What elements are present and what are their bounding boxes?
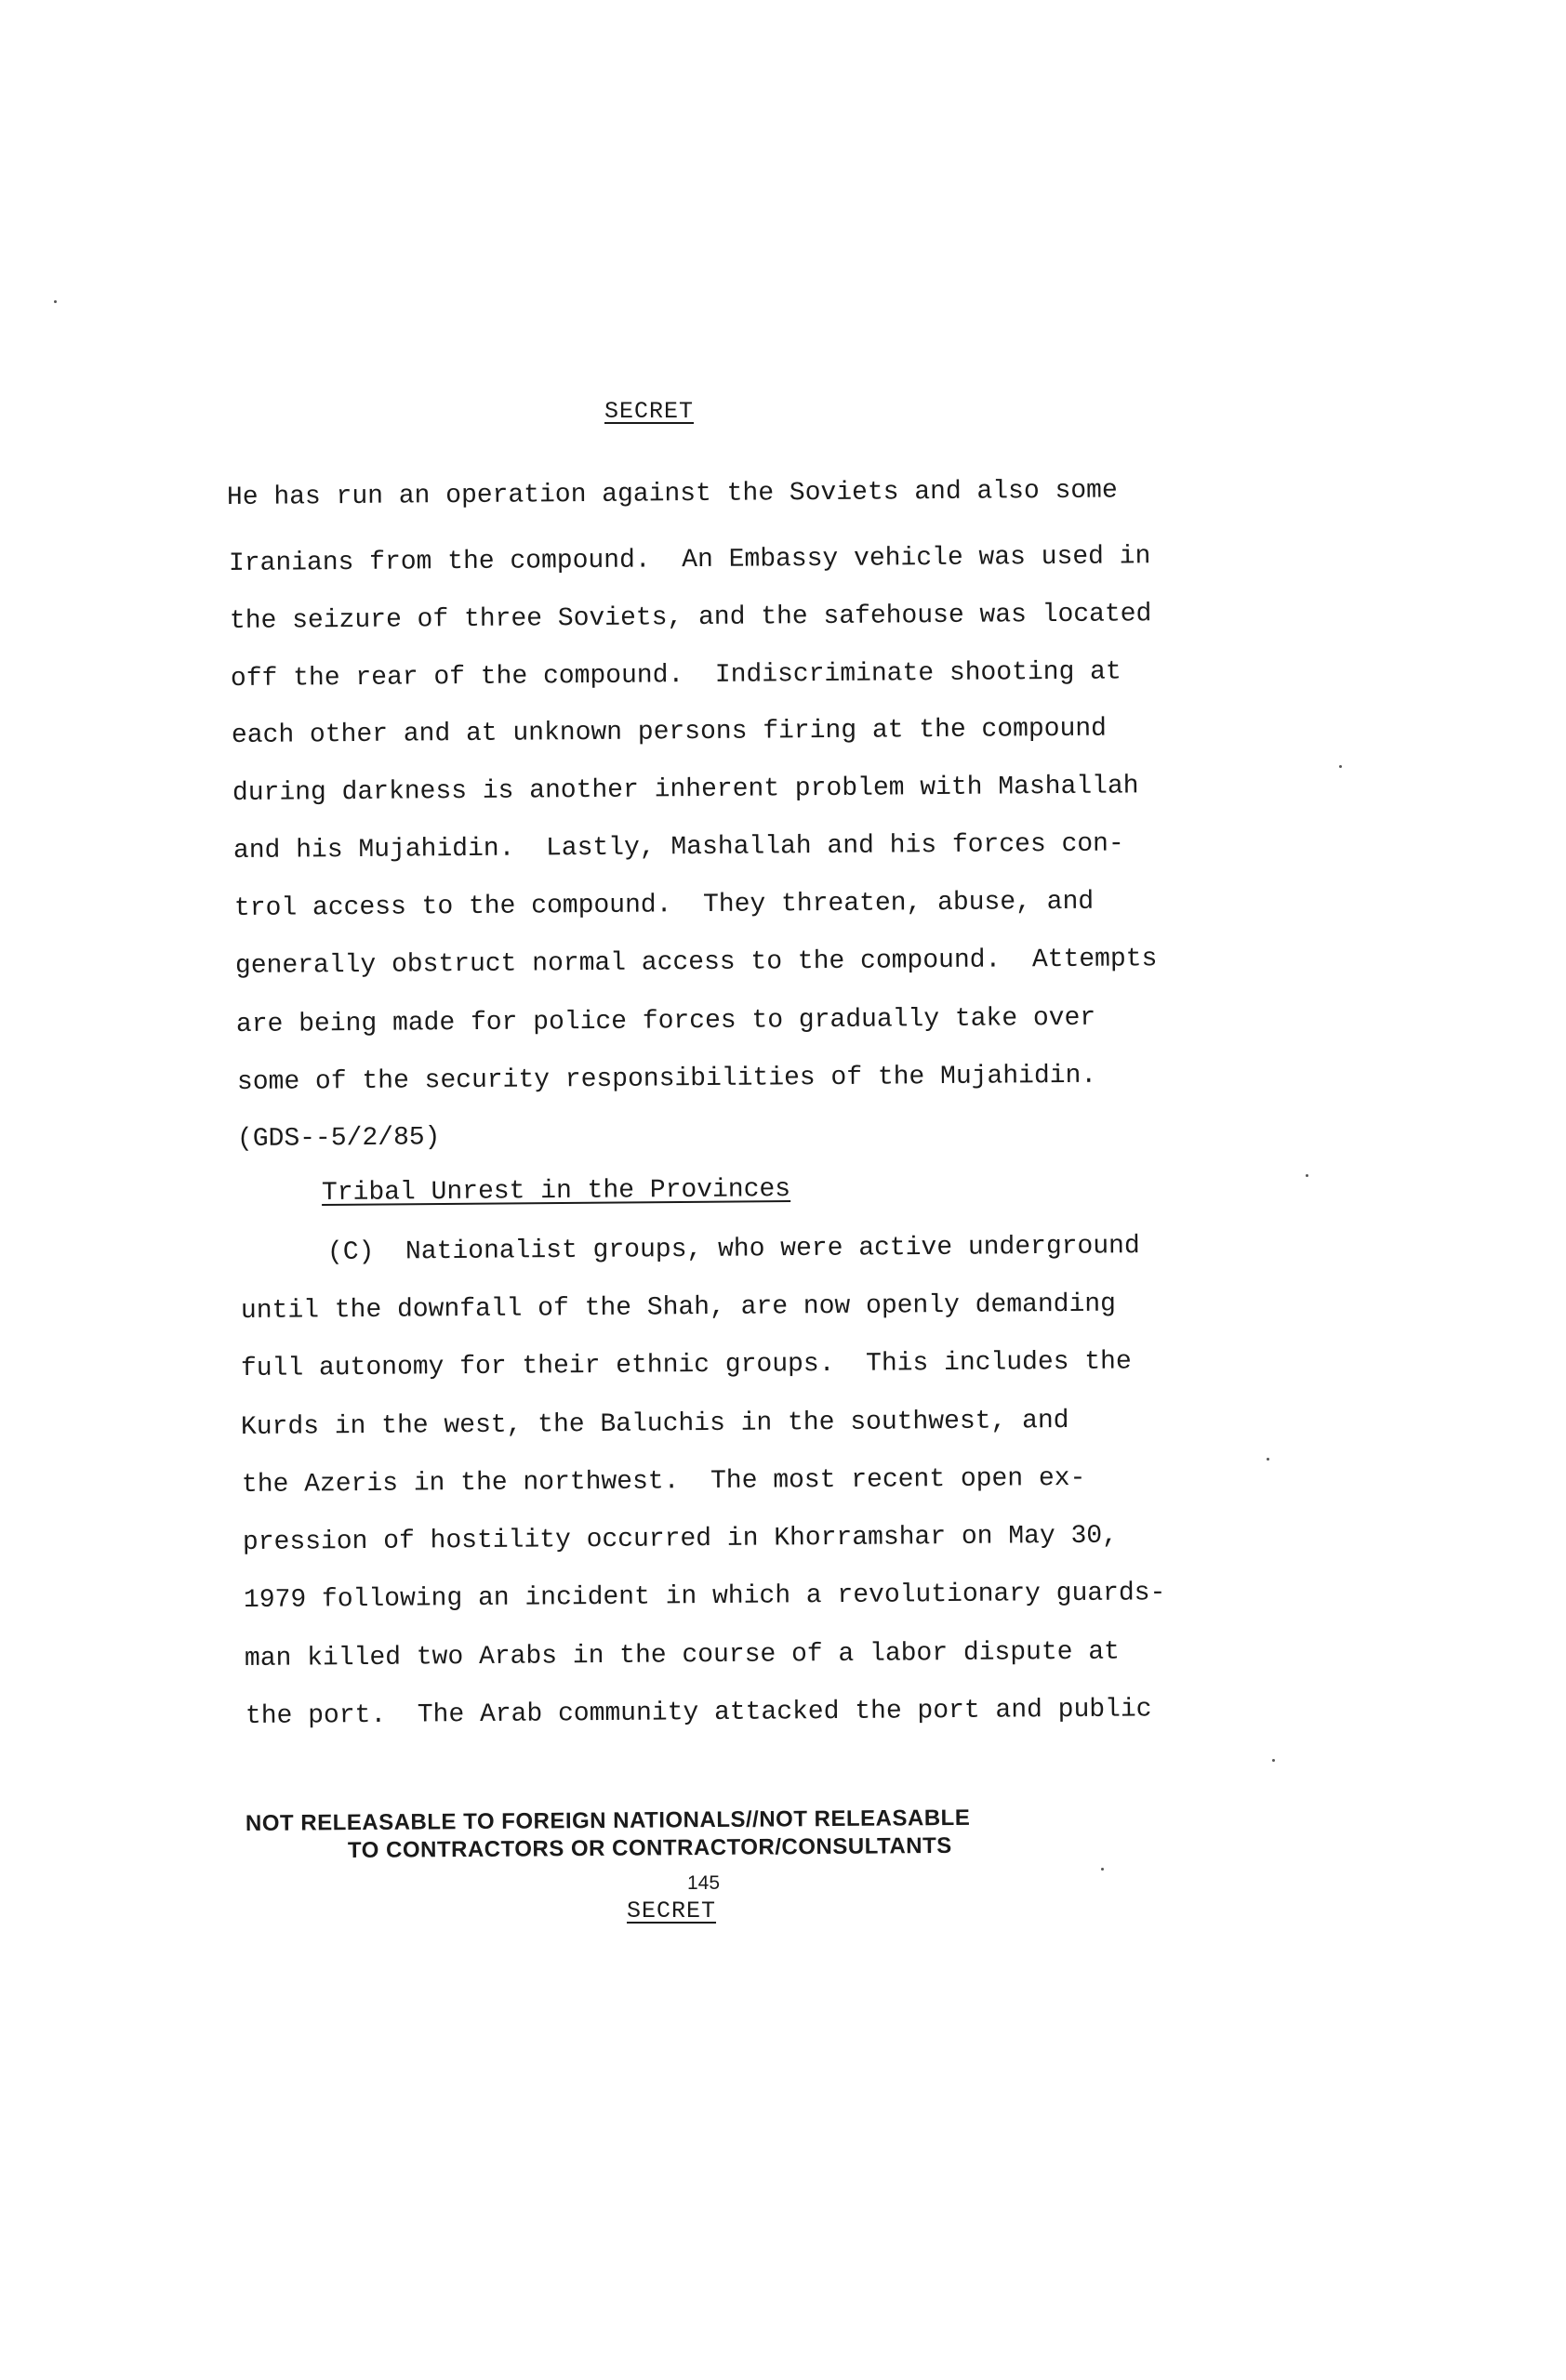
paragraph-2-line-5: the Azeris in the northwest. The most recent open ex-: [241, 1463, 1086, 1500]
paragraph-1-line-11: some of the security responsibilities of the Mujahidin.: [236, 1061, 1097, 1097]
paragraph-2-line-6: pression of hostility occurred in Khorramshar on May 30,: [242, 1521, 1119, 1557]
scan-speck: [1272, 1759, 1275, 1762]
paragraph-1-line-12: (GDS--5/2/85): [236, 1123, 441, 1154]
paragraph-1-line-6: during darkness is another inherent problem with Mashallah: [232, 772, 1139, 808]
paragraph-1-line-4: off the rear of the compound. Indiscriminate shooting at: [230, 657, 1121, 694]
dissemination-warning-line-2: TO CONTRACTORS OR CONTRACTOR/CONSULTANTS: [347, 1832, 952, 1863]
page-number: 145: [687, 1872, 721, 1894]
paragraph-1-line-8: trol access to the compound. They threaten, abuse, and: [233, 887, 1095, 923]
paragraph-1-line-5: each other and at unknown persons firing at the compound: [231, 714, 1108, 750]
paragraph-1-line-3: the seizure of three Soviets, and the safehouse was located: [229, 600, 1152, 636]
scan-speck: [1306, 1174, 1308, 1177]
dissemination-warning-line-1: NOT RELEASABLE TO FOREIGN NATIONALS//NOT RELEASABLE: [245, 1805, 971, 1836]
scan-speck: [54, 300, 57, 303]
paragraph-2-line-8: man killed two Arabs in the course of a labor dispute at: [244, 1637, 1121, 1673]
paragraph-1-line-10: are being made for police forces to gradually take over: [235, 1003, 1096, 1039]
paragraph-2-line-1: (C) Nationalist groups, who were active underground: [326, 1232, 1140, 1267]
scan-speck: [1267, 1458, 1269, 1461]
paragraph-2-line-2: until the downfall of the Shah, are now openly demanding: [240, 1289, 1117, 1326]
section-heading: Tribal Unrest in the Provinces: [321, 1175, 791, 1208]
paragraph-1-line-1: He has run an operation against the Soviets and also some: [226, 476, 1118, 512]
scan-speck: [1339, 765, 1342, 768]
classification-marking-bottom: SECRET: [627, 1897, 717, 1924]
paragraph-1-line-2: Iranians from the compound. An Embassy vehicle was used in: [228, 542, 1151, 578]
classification-marking-top: SECRET: [604, 398, 695, 425]
paragraph-2-line-7: 1979 following an incident in which a revolutionary guards-: [243, 1579, 1166, 1615]
paragraph-1-line-9: generally obstruct normal access to the compound. Attempts: [234, 945, 1158, 981]
paragraph-2-line-9: the port. The Arab community attacked the port and public: [245, 1695, 1152, 1731]
paragraph-2-line-3: full autonomy for their ethnic groups. This includes the: [240, 1347, 1132, 1383]
paragraph-1-line-7: and his Mujahidin. Lastly, Mashallah and his forces con-: [232, 829, 1124, 866]
paragraph-2-line-4: Kurds in the west, the Baluchis in the southwest, and: [240, 1407, 1069, 1442]
scan-speck: [1101, 1868, 1104, 1871]
